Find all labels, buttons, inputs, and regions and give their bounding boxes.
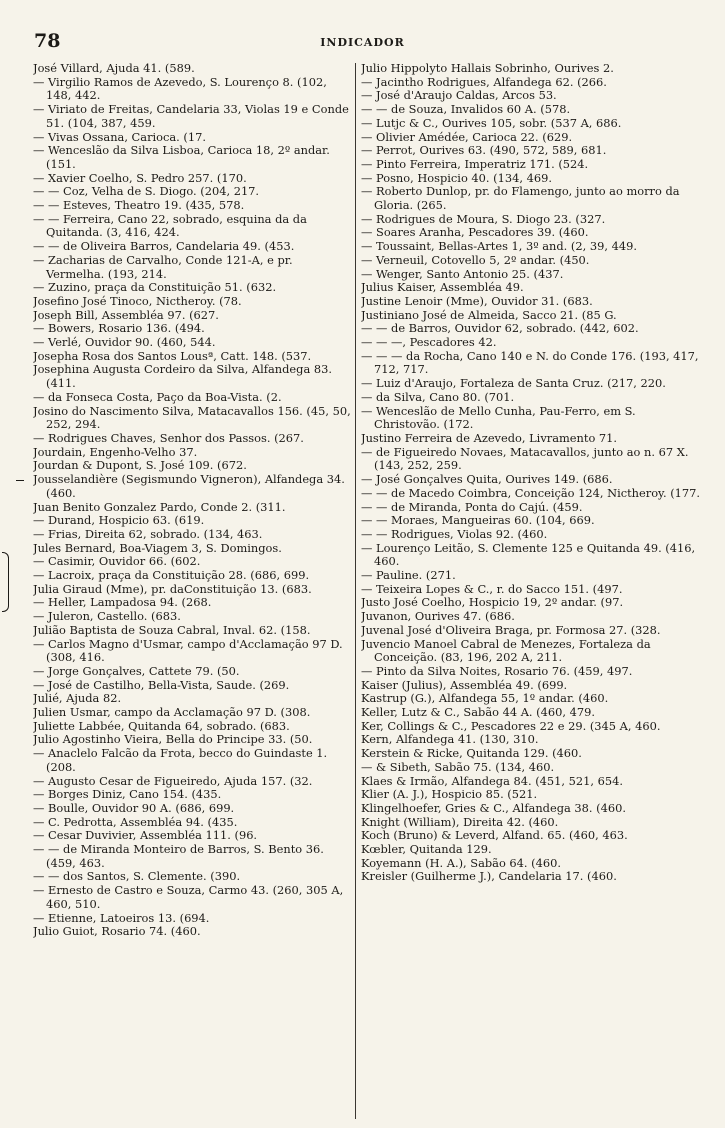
directory-entry: — da Silva, Cano 80. (701. <box>361 389 515 404</box>
directory-entry: Julio Guiot, Rosario 74. (460. <box>33 924 201 939</box>
directory-entry: — Wenceslão da Silva Lisboa, Carioca 18, 2º andar. (151. <box>33 143 330 171</box>
directory-entry: Klier (A. J.), Hospicio 85. (521. <box>361 787 538 802</box>
directory-entry: — — dos Santos, S. Clemente. (390. <box>33 869 241 884</box>
directory-entry: Justo José Coelho, Hospicio 19, 2º andar. (97. <box>361 595 624 610</box>
directory-entry: — Pinto da Silva Noites, Rosario 76. (459, 497. <box>361 663 633 678</box>
directory-entry: — Pauline. (271. <box>361 568 456 583</box>
directory-entry: — Wenceslão de Mello Cunha, Pau-Ferro, em S. Christovão. (172. <box>361 403 636 432</box>
directory-entry: — Verneuil, Cotovello 5, 2º andar. (450. <box>361 252 590 267</box>
directory-entry: — Perrot, Ourives 63. (490, 572, 589, 681. <box>361 143 607 158</box>
directory-entry: — Zacharias de Carvalho, Conde 121-A, e pr. Vermelha. (193, 214. <box>33 252 293 281</box>
directory-entry: Julio Hippolyto Hallais Sobrinho, Ourives 2. <box>361 62 614 75</box>
directory-entry: Julia Giraud (Mme), pr. daConstituição 13. (683. <box>33 581 312 596</box>
directory-entry: — — Esteves, Theatro 19. (435, 578. <box>33 198 245 213</box>
directory-entry: Jourdan & Dupont, S. José 109. (672. <box>33 458 247 473</box>
directory-entry: — Jorge Gonçalves, Cattete 79. (50. <box>33 663 240 678</box>
directory-entry: Juvanon, Ourives 47. (686. <box>361 609 515 624</box>
directory-entry: Justine Lenoir (Mme), Ouvidor 31. (683. <box>361 293 593 308</box>
directory-entry: — — — da Rocha, Cano 140 e N. do Conde 176. (193, 417, 712, 717. <box>361 348 699 377</box>
directory-entry: Jourdain, Engenho-Velho 37. <box>33 444 198 459</box>
directory-entry: — Lutjc & C., Ourives 105, sobr. (537 A, 686. <box>361 115 622 130</box>
directory-entry: — José Gonçalves Quita, Ourives 149. (686. <box>361 472 613 487</box>
directory-entry: — Boulle, Ouvidor 90 A. (686, 699. <box>33 800 235 815</box>
directory-entry: — de Figueiredo Novaes, Matacavallos, junto ao n. 67 X. (143, 252, 259. <box>361 444 689 473</box>
directory-entry: — Zuzino, praça da Constituição 51. (632. <box>33 280 277 295</box>
column-divider <box>355 63 356 1119</box>
directory-entry: Julien Usmar, campo da Acclamação 97 D. (308. <box>33 705 311 720</box>
directory-entry: — Olivier Amédée, Carioca 22. (629. <box>361 129 573 144</box>
directory-entry: — — de Miranda, Ponta do Cajú. (459. <box>361 499 583 514</box>
directory-entry: — Vivas Ossana, Carioca. (17. <box>33 129 206 144</box>
directory-entry: — Casimir, Ouvidor 66. (602. <box>33 554 201 569</box>
directory-entry: — Durand, Hospicio 63. (619. <box>33 513 205 528</box>
directory-entry: — Teixeira Lopes & C., r. do Sacco 151. (497. <box>361 581 623 596</box>
directory-entry: — Soares Aranha, Pescadores 39. (460. <box>361 225 589 240</box>
directory-entry: Juvencio Manoel Cabral de Menezes, Fortaleza da Conceição. (83, 196, 202 A, 211. <box>361 636 651 665</box>
directory-entry: Klaes & Irmão, Alfandega 84. (451, 521, 654. <box>361 773 624 788</box>
directory-entry: — José de Castilho, Bella-Vista, Saude. (269. <box>33 677 290 692</box>
directory-entry: — — Coz, Velha de S. Diogo. (204, 217. <box>33 184 260 199</box>
left-column <box>33 62 351 1122</box>
directory-entry: — José d'Araujo Caldas, Arcos 53. <box>361 88 557 103</box>
directory-entry: Joseph Bill, Assembléa 97. (627. <box>33 307 219 322</box>
directory-entry: — Virgilio Ramos de Azevedo, S. Lourenço 8. (102, 148, 442. <box>33 74 327 103</box>
directory-entry: — — de Souza, Invalidos 60 A. (578. <box>361 102 571 117</box>
directory-entry: Justiniano José de Almeida, Sacco 21. (85 G. <box>361 307 617 322</box>
directory-entry: — Rodrigues Chaves, Senhor dos Passos. (267. <box>33 430 304 445</box>
directory-entry: — Jacintho Rodrigues, Alfandega 62. (266. <box>361 74 607 89</box>
directory-entry: — Carlos Magno d'Usmar, campo d'Acclamação 97 D. (308, 416. <box>33 636 343 665</box>
page-number: 78 <box>34 30 61 52</box>
directory-entry: Koyemann (H. A.), Sabão 64. (460. <box>361 855 561 870</box>
directory-entry: Kœbler, Quitanda 129. <box>361 842 492 857</box>
directory-entry: Julié, Ajuda 82. <box>33 691 122 706</box>
directory-entry: — & Sibeth, Sabão 75. (134, 460. <box>361 759 555 774</box>
directory-entry: — — Rodrigues, Violas 92. (460. <box>361 526 548 541</box>
directory-entry: — Anaclelo Falcão da Frota, becco do Guindaste 1. (208. <box>33 746 328 774</box>
directory-entry: Kastrup (G.), Alfandega 55, 1º andar. (460. <box>361 691 609 706</box>
directory-entry: Kern, Alfandega 41. (130, 310. <box>361 732 539 747</box>
directory-entry: Julião Baptista de Souza Cabral, Inval. 62. (158. <box>33 622 311 637</box>
directory-entry: — Augusto Cesar de Figueiredo, Ajuda 157. (32. <box>33 773 313 788</box>
directory-entry: — — de Barros, Ouvidor 62, sobrado. (442, 602. <box>361 321 639 336</box>
directory-entry: — — —, Pescadores 42. <box>361 335 497 350</box>
directory-entry: — — Ferreira, Cano 22, sobrado, esquina da da Quitanda. (3, 416, 424. <box>33 211 307 240</box>
directory-entry: — Heller, Lampadosa 94. (268. <box>33 595 212 610</box>
directory-entry: Keller, Lutz & C., Sabão 44 A. (460, 479. <box>361 705 595 720</box>
directory-entry: Josino do Nascimento Silva, Matacavallos 156. (45, 50, 252, 294. <box>33 403 351 432</box>
directory-entry: — Lacroix, praça da Constituição 28. (686, 699. <box>33 568 310 583</box>
directory-entry: — Wenger, Santo Antonio 25. (437. <box>361 266 564 281</box>
directory-entry: — Roberto Dunlop, pr. do Flamengo, junto ao morro da Gloria. (265. <box>361 184 680 213</box>
directory-entry: Justino Ferreira de Azevedo, Livramento 71. <box>361 430 618 445</box>
directory-entry: — Ernesto de Castro e Souza, Carmo 43. (260, 305 A, 460, 510. <box>33 883 344 911</box>
directory-entry: Julius Kaiser, Assembléa 49. <box>361 280 524 295</box>
directory-entry: Julio Agostinho Vieira, Bella do Principe 33. (50. <box>33 732 313 747</box>
directory-entry: Juliette Labbée, Quitanda 64, sobrado. (683. <box>33 718 290 733</box>
running-head: INDICADOR <box>320 36 405 49</box>
directory-entry: — — de Oliveira Barros, Candelaria 49. (453. <box>33 239 295 254</box>
directory-entry: Kaiser (Julius), Assembléa 49. (699. <box>361 677 568 692</box>
margin-mark <box>16 480 24 481</box>
directory-entry: — Xavier Coelho, S. Pedro 257. (170. <box>33 170 247 185</box>
directory-entry: — C. Pedrotta, Assembléa 94. (435. <box>33 814 238 829</box>
directory-entry: — Frias, Direita 62, sobrado. (134, 463. <box>33 526 263 541</box>
directory-entry: Juan Benito Gonzalez Pardo, Conde 2. (311. <box>33 499 286 514</box>
directory-entry: — Etienne, Latoeiros 13. (694. <box>33 910 210 925</box>
directory-entry: — Posno, Hospicio 40. (134, 469. <box>361 170 552 185</box>
directory-entry: Ker, Collings & C., Pescadores 22 e 29. (345 A, 460. <box>361 718 661 733</box>
directory-entry: — Toussaint, Bellas-Artes 1, 3º and. (2, 39, 449. <box>361 239 637 254</box>
directory-entry: Knight (William), Direita 42. (460. <box>361 814 559 829</box>
directory-entry: Jules Bernard, Boa-Viagem 3, S. Domingos. <box>33 540 282 555</box>
directory-entry: — Luiz d'Araujo, Fortaleza de Santa Cruz. (217, 220. <box>361 376 666 391</box>
directory-entry: — — de Macedo Coimbra, Conceição 124, Nictheroy. (177. <box>361 485 701 500</box>
directory-entry: Kerstein & Ricke, Quitanda 129. (460. <box>361 746 582 761</box>
directory-entry: José Villard, Ajuda 41. (589. <box>33 62 195 75</box>
directory-entry: — Pinto Ferreira, Imperatriz 171. (524. <box>361 156 589 171</box>
directory-entry: Klingelhoefer, Gries & C., Alfandega 38. (460. <box>361 800 626 815</box>
directory-entry: Juvenal José d'Oliveira Braga, pr. Formosa 27. (328. <box>361 622 661 637</box>
directory-entry: Jousselandière (Segismundo Vigneron), Alfandega 34. (460. <box>33 472 345 500</box>
directory-entry: — Bowers, Rosario 136. (494. <box>33 321 205 336</box>
directory-entry: — Viriato de Freitas, Candelaria 33, Violas 19 e Conde 51. (104, 387, 459. <box>33 102 349 130</box>
directory-entry: — — de Miranda Monteiro de Barros, S. Bento 36. (459, 463. <box>33 842 324 870</box>
right-column <box>361 62 703 1122</box>
directory-entry: Josefino José Tinoco, Nictheroy. (78. <box>33 293 242 308</box>
directory-entry: — Verlé, Ouvidor 90. (460, 544. <box>33 335 216 350</box>
directory-entry: — da Fonseca Costa, Paço da Boa-Vista. (2. <box>33 389 282 404</box>
directory-entry: Josephina Augusta Cordeiro da Silva, Alfandega 83. (411. <box>33 362 332 391</box>
directory-entry: Josepha Rosa dos Santos Lousª, Catt. 148. (537. <box>33 348 312 363</box>
directory-entry: — Juleron, Castello. (683. <box>33 609 181 624</box>
directory-entry: — — Moraes, Mangueiras 60. (104, 669. <box>361 513 595 528</box>
directory-entry: — Rodrigues de Moura, S. Diogo 23. (327. <box>361 211 606 226</box>
directory-entry: — Cesar Duvivier, Assembléa 111. (96. <box>33 828 258 843</box>
directory-entry: Kreisler (Guilherme J.), Candelaria 17. (460. <box>361 869 617 884</box>
directory-entry: — Borges Diniz, Cano 154. (435. <box>33 787 222 802</box>
directory-entry: — Lourenço Leitão, S. Clemente 125 e Quitanda 49. (416, 460. <box>361 540 696 569</box>
margin-bracket <box>2 552 9 612</box>
directory-entry: Koch (Bruno) & Leverd, Alfand. 65. (460, 463. <box>361 828 628 843</box>
